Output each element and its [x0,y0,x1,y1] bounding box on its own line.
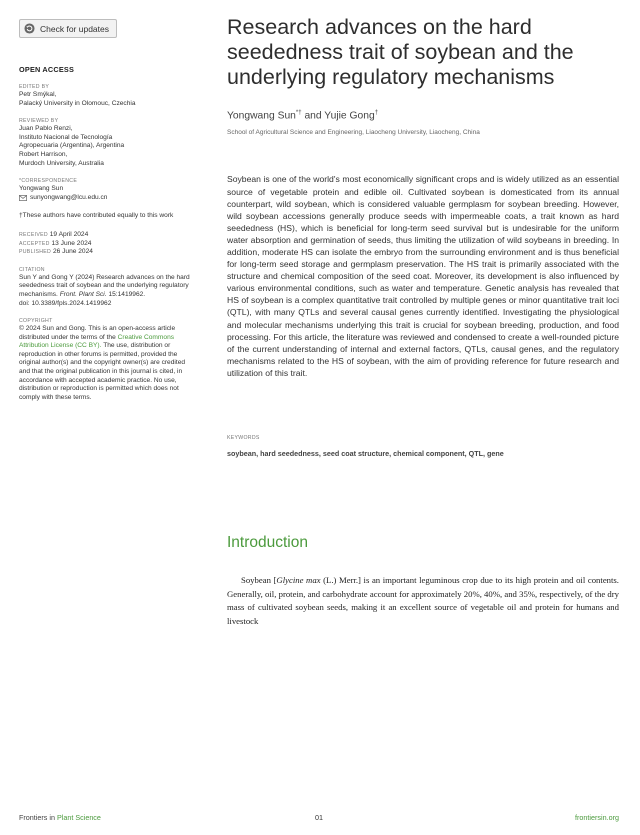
correspondence-name: Yongwang Sun [19,185,64,193]
check-for-updates-button[interactable] [19,19,117,38]
reviewed-by-block [19,118,194,168]
author-list [227,110,619,121]
introduction-paragraph: Soybean [Glycine max (L.) Merr.] is an important leguminous crop due to its high protein and oil contents. Generally, oil, protein, and carbohydrate account for approximately 20%, 40%, and 35%, respectively, of the dry mass of cultivated soybean seeds, making it an excellent source of vegetable oil and protein for humans and livestock [227,575,619,626]
footer-journal: Frontiers in Plant Science [19,813,101,822]
copyright-block [19,318,194,402]
correspondence-email[interactable]: sunyongwang@lcu.edu.cn [30,193,108,201]
copyright-text: © 2024 Sun and Gong. This is an open-access article distributed under the terms of the [19,325,176,341]
author-marker: *† [295,110,302,116]
footer-site-link[interactable]: frontiersin.org [575,813,619,822]
correspondence-email-row[interactable] [19,194,194,203]
citation-volume: 15:1419962. [108,290,146,298]
author-marker: † [374,110,379,116]
article-title: Research advances on the hard seededness trait of soybean and the underlying regulatory mechanisms [227,15,574,89]
species-name: Glycine max [276,575,321,586]
affiliation: School of Agricultural Science and Engineering, Liaocheng University, Liaocheng, China [227,129,480,137]
keywords-label: KEYWORDS [227,435,260,442]
date-published: PUBLISHED 26 June 2024 [19,248,93,256]
citation-journal: Front. Plant Sci. [59,290,107,298]
page-footer [19,813,619,825]
abstract: Soybean is one of the world's most economically significant crops and is widely utilized as an essential source of vegetable protein and edible oil. Cultivated soybean is domesticated from its annual counterpart, wild soybean, which is considered valuable germplasm for soybean breeding. However, wild soybean accessions generally produce seeds with impermeable coats, a trait known as hard seededness (HS), which is beneficial for long-term seed survival but is undesirable for the uniform water absorption and germination of seeds, thus limiting the utilization of wild soybeans in breeding. In addition, moderate HS can isolate the embryo from the surrounding environment and is thus beneficial for long-term seed storage and germplasm preservation. The HS trait is primarily associated with the structure and chemical composition of the seed coat. Moreover, its development is also influenced by various environmental conditions, such as water and temperature. Genetic analysis has revealed that HS of soybean is a complex quantitative trait controlled by multiple genes or minor quantitative trait loci (QTL), with many QTLs and several causal genes currently identified. Investigating the physiological and molecular mechanisms underlying this trait is crucial for soybean breeding, production, and food processing. For this article, the literature was reviewed and condensed to create a well-rounded picture of the current understanding of internal and external factors, QTLs, causal genes, and the regulatory mechanisms related to the HS of soybean, with the aim of providing reference for future research and utilization of this trait. [227,174,619,378]
author-separator: and [301,110,325,122]
keywords: soybean, hard seededness, seed coat structure, chemical component, QTL, gene [227,449,504,459]
reviewer-line: Murdoch University, Australia [19,159,104,167]
refresh-icon [24,23,35,34]
article-info-sidebar [19,19,194,402]
correspondence-label: *CORRESPONDENCE [19,178,78,185]
equal-contribution-note: †These authors have contributed equally to this work [19,212,174,220]
reviewed-by-label: REVIEWED BY [19,118,59,125]
reviewer-line: Robert Harrison, [19,150,68,158]
dates-block [19,231,194,257]
envelope-icon [19,195,27,201]
date-received: RECEIVED 19 April 2024 [19,230,89,238]
editor-affiliation: Palacký University in Olomouc, Czechia [19,99,136,107]
copyright-terms: The use, distribution or reproduction in other forums is permitted, provided the original author(s) and the copyright owner(s) are credited and that the original publication in this journal is cited, in accordance with accepted academic practice. No use, distribution or reproduction is permitted which does not comply with these terms. [19,342,186,401]
introduction-heading: Introduction [227,534,308,552]
copyright-label: COPYRIGHT [19,318,53,325]
citation-doi[interactable]: doi: 10.3389/fpls.2024.1419962 [19,299,112,307]
check-for-updates-label: Check for updates [40,23,109,34]
correspondence-block [19,178,194,202]
edited-by-label: EDITED BY [19,84,50,90]
article-main [227,0,619,637]
citation-text: Sun Y and Gong Y (2024) Research advances on the hard seededness trait of soybean and the underlying regulatory mechanisms. [19,273,190,298]
author-name: Yujie Gong [324,110,375,122]
editor-name: Petr Smýkal, [19,91,57,98]
reviewer-line: Juan Pablo Renzi, [19,125,73,133]
edited-by-block [19,84,194,108]
citation-block [19,267,194,308]
date-accepted: ACCEPTED 13 June 2024 [19,239,92,247]
reviewer-line: Instituto Nacional de Tecnología [19,133,113,141]
page-number: 01 [315,813,323,822]
open-access-label: OPEN ACCESS [19,65,75,74]
license-link[interactable]: Creative Commons Attribution License (CC BY). [19,333,175,350]
author-name: Yongwang Sun [227,110,296,122]
reviewer-line: Agropecuaria (Argentina), Argentina [19,142,125,150]
citation-label: CITATION [19,266,45,273]
